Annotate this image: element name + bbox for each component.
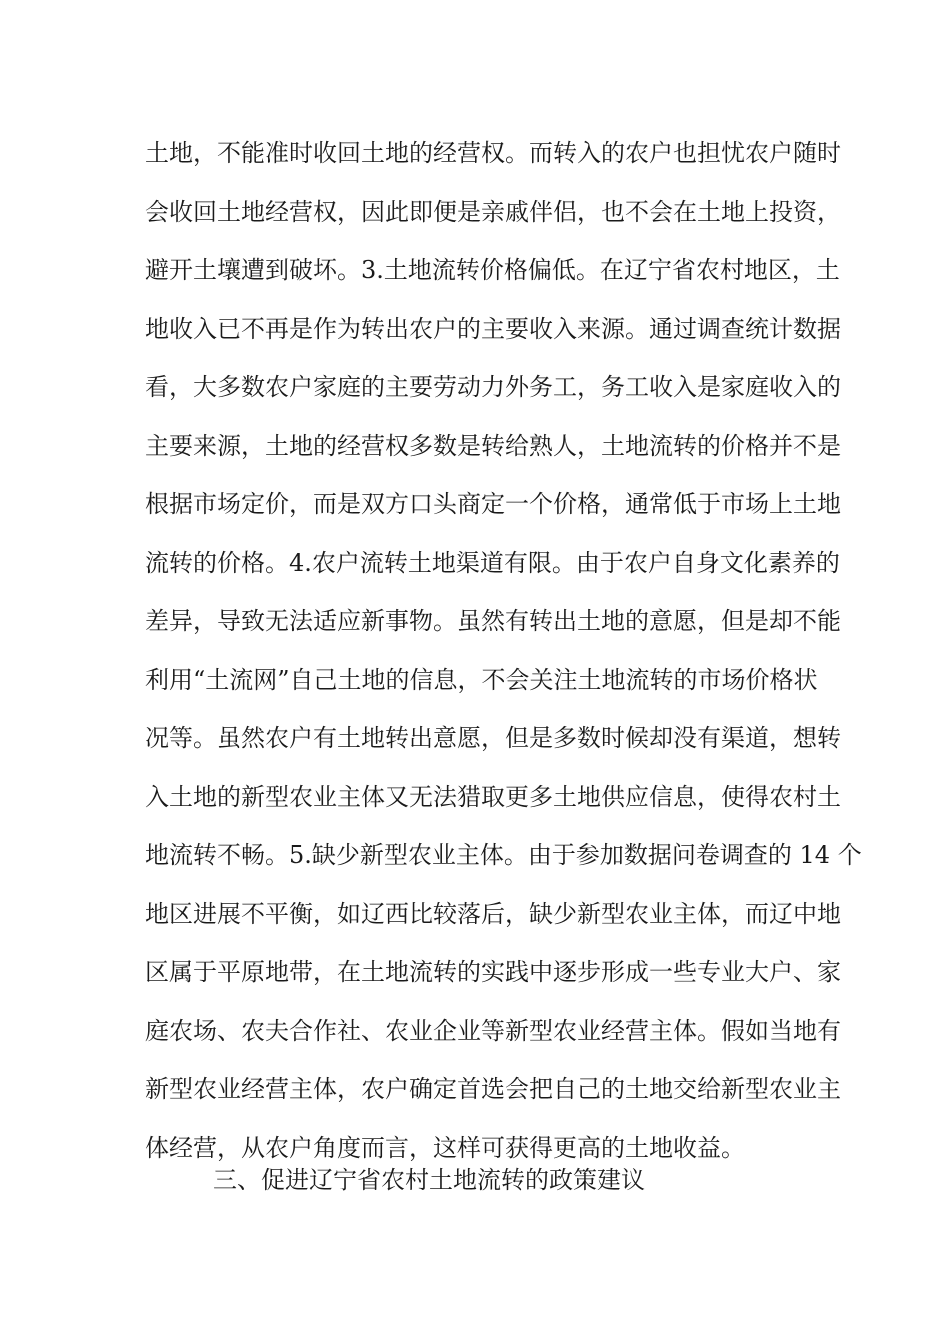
paragraph-line: 看，大多数农户家庭的主要劳动力外务工，务工收入是家庭收入的 [145,373,841,401]
paragraph-line: 根据市场定价，而是双方口头商定一个价格，通常低于市场上土地 [145,490,841,518]
section-heading: 三、促进辽宁省农村土地流转的政策建议 [213,1166,645,1194]
paragraph-line: 体经营，从农户角度而言，这样可获得更高的土地收益。 [145,1133,745,1162]
paragraph-line: 地区进展不平衡，如辽西比较落后，缺少新型农业主体，而辽中地 [145,899,841,928]
paragraph-line: 差异，导致无法适应新事物。虽然有转出土地的意愿，但是却不能 [145,607,841,635]
paragraph-line: 地收入已不再是作为转出农户的主要收入来源。通过调查统计数据 [145,314,841,343]
body-paragraph [145,124,862,1177]
paragraph-line: 况等。虽然农户有土地转出意愿，但是多数时候却没有渠道，想转 [145,724,841,752]
paragraph-line: 区属于平原地带，在土地流转的实践中逐步形成一些专业大户、家 [145,958,841,986]
paragraph-line: 会收回土地经营权，因此即便是亲戚伴侣，也不会在土地上投资， [145,197,841,226]
paragraph-line: 新型农业经营主体，农户确定首选会把自己的土地交给新型农业主 [145,1075,841,1103]
paragraph-line: 土地，不能准时收回土地的经营权。而转入的农户也担忧农户随时 [145,139,841,167]
paragraph-line: 庭农场、农夫合作社、农业企业等新型农业经营主体。假如当地有 [145,1016,841,1045]
paragraph-line: 入土地的新型农业主体又无法猎取更多土地供应信息，使得农村土 [145,782,841,811]
paragraph-line: 主要来源，土地的经营权多数是转给熟人，土地流转的价格并不是 [145,431,841,460]
paragraph-line: 避开土壤遭到破坏。3.土地流转价格偏低。在辽宁省农村地区，土 [145,256,840,284]
paragraph-line: 利用“土流网”自己土地的信息，不会关注土地流转的市场价格状 [145,665,818,694]
paragraph-line: 地流转不畅。5.缺少新型农业主体。由于参加数据问卷调查的 14 个 [145,841,862,869]
paragraph-line: 流转的价格。4.农户流转土地渠道有限。由于农户自身文化素养的 [145,548,840,577]
